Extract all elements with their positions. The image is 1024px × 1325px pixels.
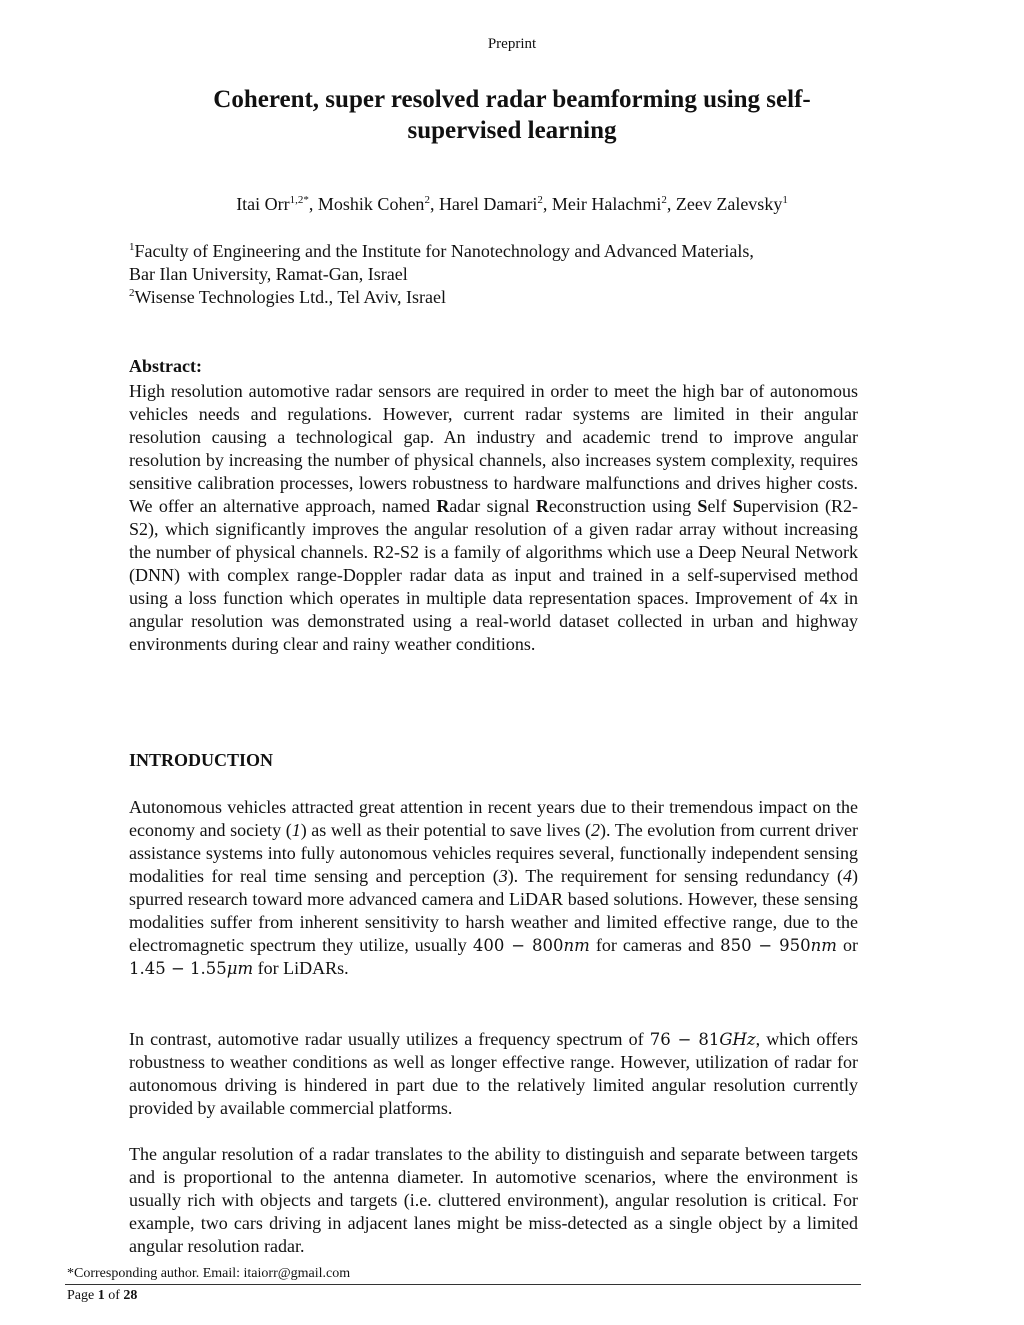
footnote-corresponding-author: *Corresponding author. Email: itaiorr@gmail.com [67,1266,351,1281]
citation-ref: 1 [291,820,301,840]
math-expression: 400 − 800nm [472,936,590,955]
citation-ref: 4 [843,866,852,886]
math-expression: 76 − 81GHz [649,1030,756,1049]
author-name: Itai Orr [236,194,290,214]
title-line-2: supervised learning [407,117,617,144]
page-number: Page 1 of 28 [67,1288,138,1303]
affiliations [129,240,869,309]
author-name: Harel Damari [438,194,538,214]
intro-paragraph-1: Autonomous vehicles attracted great attention in recent years due to their tremendous impact on the economy and society (1) as well as their potential to save lives (2). The evolution from current driver assistance systems into fully autonomous vehicles requires several, functionally independent sensing modalities for real time sensing and perception (3). The requirement for sensing redundancy (4) spurred research toward more advanced camera and LiDAR based solutions. However, these sensing modalities suffer from inherent sensitivity to harsh weather and limited effective range, due to the electromagnetic spectrum they utilize, usually 400 − 800nm for cameras and 850 − 950nm or 1.45 − 1.55μm for LiDARs. [129,797,858,978]
author-name: Moshik Cohen [317,194,425,214]
citation-ref: 2 [590,820,600,840]
author-affil-sup: 2 [537,194,543,206]
footer-divider [65,1284,861,1285]
affiliation-2: $^2$Wisense Technologies Ltd., Tel Aviv, Israel [129,287,447,307]
introduction-heading: INTRODUCTION [129,750,274,770]
affiliation-sup: 2 [129,287,135,299]
intro-paragraph-2: In contrast, automotive radar usually utilizes a frequency spectrum of 76 − 81GHz, which offers robustness to weather conditions as well as longer effective range. However, utilization of radar for autonomous driving is hindered in part due to the relatively limited angular resolution currently provided by available commercial platforms. [129,1029,859,1118]
affiliation-sup: 1 [129,241,135,253]
author-affil-sup: 2 [424,194,430,206]
author-list: Itai Orr$^{1,2*}$, Moshik Cohen$^2$, Harel Damari$^2$, Meir Halachmi$^2$, Zeev Zalevsky$^1$ [236,194,788,214]
affiliation-1: $^1$Faculty of Engineering and the Institute for Nanotechnology and Advanced Materials, [129,241,754,261]
intro-paragraph-3: The angular resolution of a radar translates to the ability to distinguish and separate between targets and is proportional to the antenna diameter. In automotive scenarios, where the environment is usually rich with objects and targets (i.e. cluttered environment), angular resolution is critical. For example, two cars driving in adjacent lanes might be miss-detected as a single object by a limited angular resolution radar. [129,1144,858,1256]
author-affil-sup: 1,2* [289,194,309,206]
author-affil-sup: 2 [661,194,667,206]
math-expression: 850 − 950nm [720,936,837,955]
author-name: Meir Halachmi [551,194,662,214]
paper-title [120,84,904,146]
affiliation-1-cont: Bar Ilan University, Ramat-Gan, Israel [129,264,408,284]
author-affil-sup: 1 [782,194,788,206]
title-line-1: Coherent, super resolved radar beamforming using self- [213,86,811,113]
abstract-heading: Abstract: [129,356,202,376]
math-expression: 1.45 − 1.55μm [129,959,254,978]
author-name: Zeev Zalevsky [675,194,783,214]
abstract-body: High resolution automotive radar sensors are required in order to meet the high bar of autonomous vehicles needs and regulations. However, current radar systems are limited in their angular resolution causing a technological gap. An industry and academic trend to improve angular resolution by increasing the number of physical channels, also increases system complexity, requires sensitive calibration processes, lowers robustness to hardware malfunctions and drives higher costs. We offer an alternative approach, named Radar signal Reconstruction using Self Supervision (R2-S2), which significantly improves the angular resolution of a given radar array without increasing the number of physical channels. R2-S2 is a family of algorithms which use a Deep Neural Network (DNN) with complex range-Doppler radar data as input and trained in a self-supervised method using a loss function which operates in multiple data representation spaces. Improvement of 4x in angular resolution was demonstrated using a real-world dataset collected in urban and highway environments during clear and rainy weather conditions. [129,381,859,654]
citation-ref: 3 [498,866,508,886]
running-header: Preprint [487,36,537,52]
